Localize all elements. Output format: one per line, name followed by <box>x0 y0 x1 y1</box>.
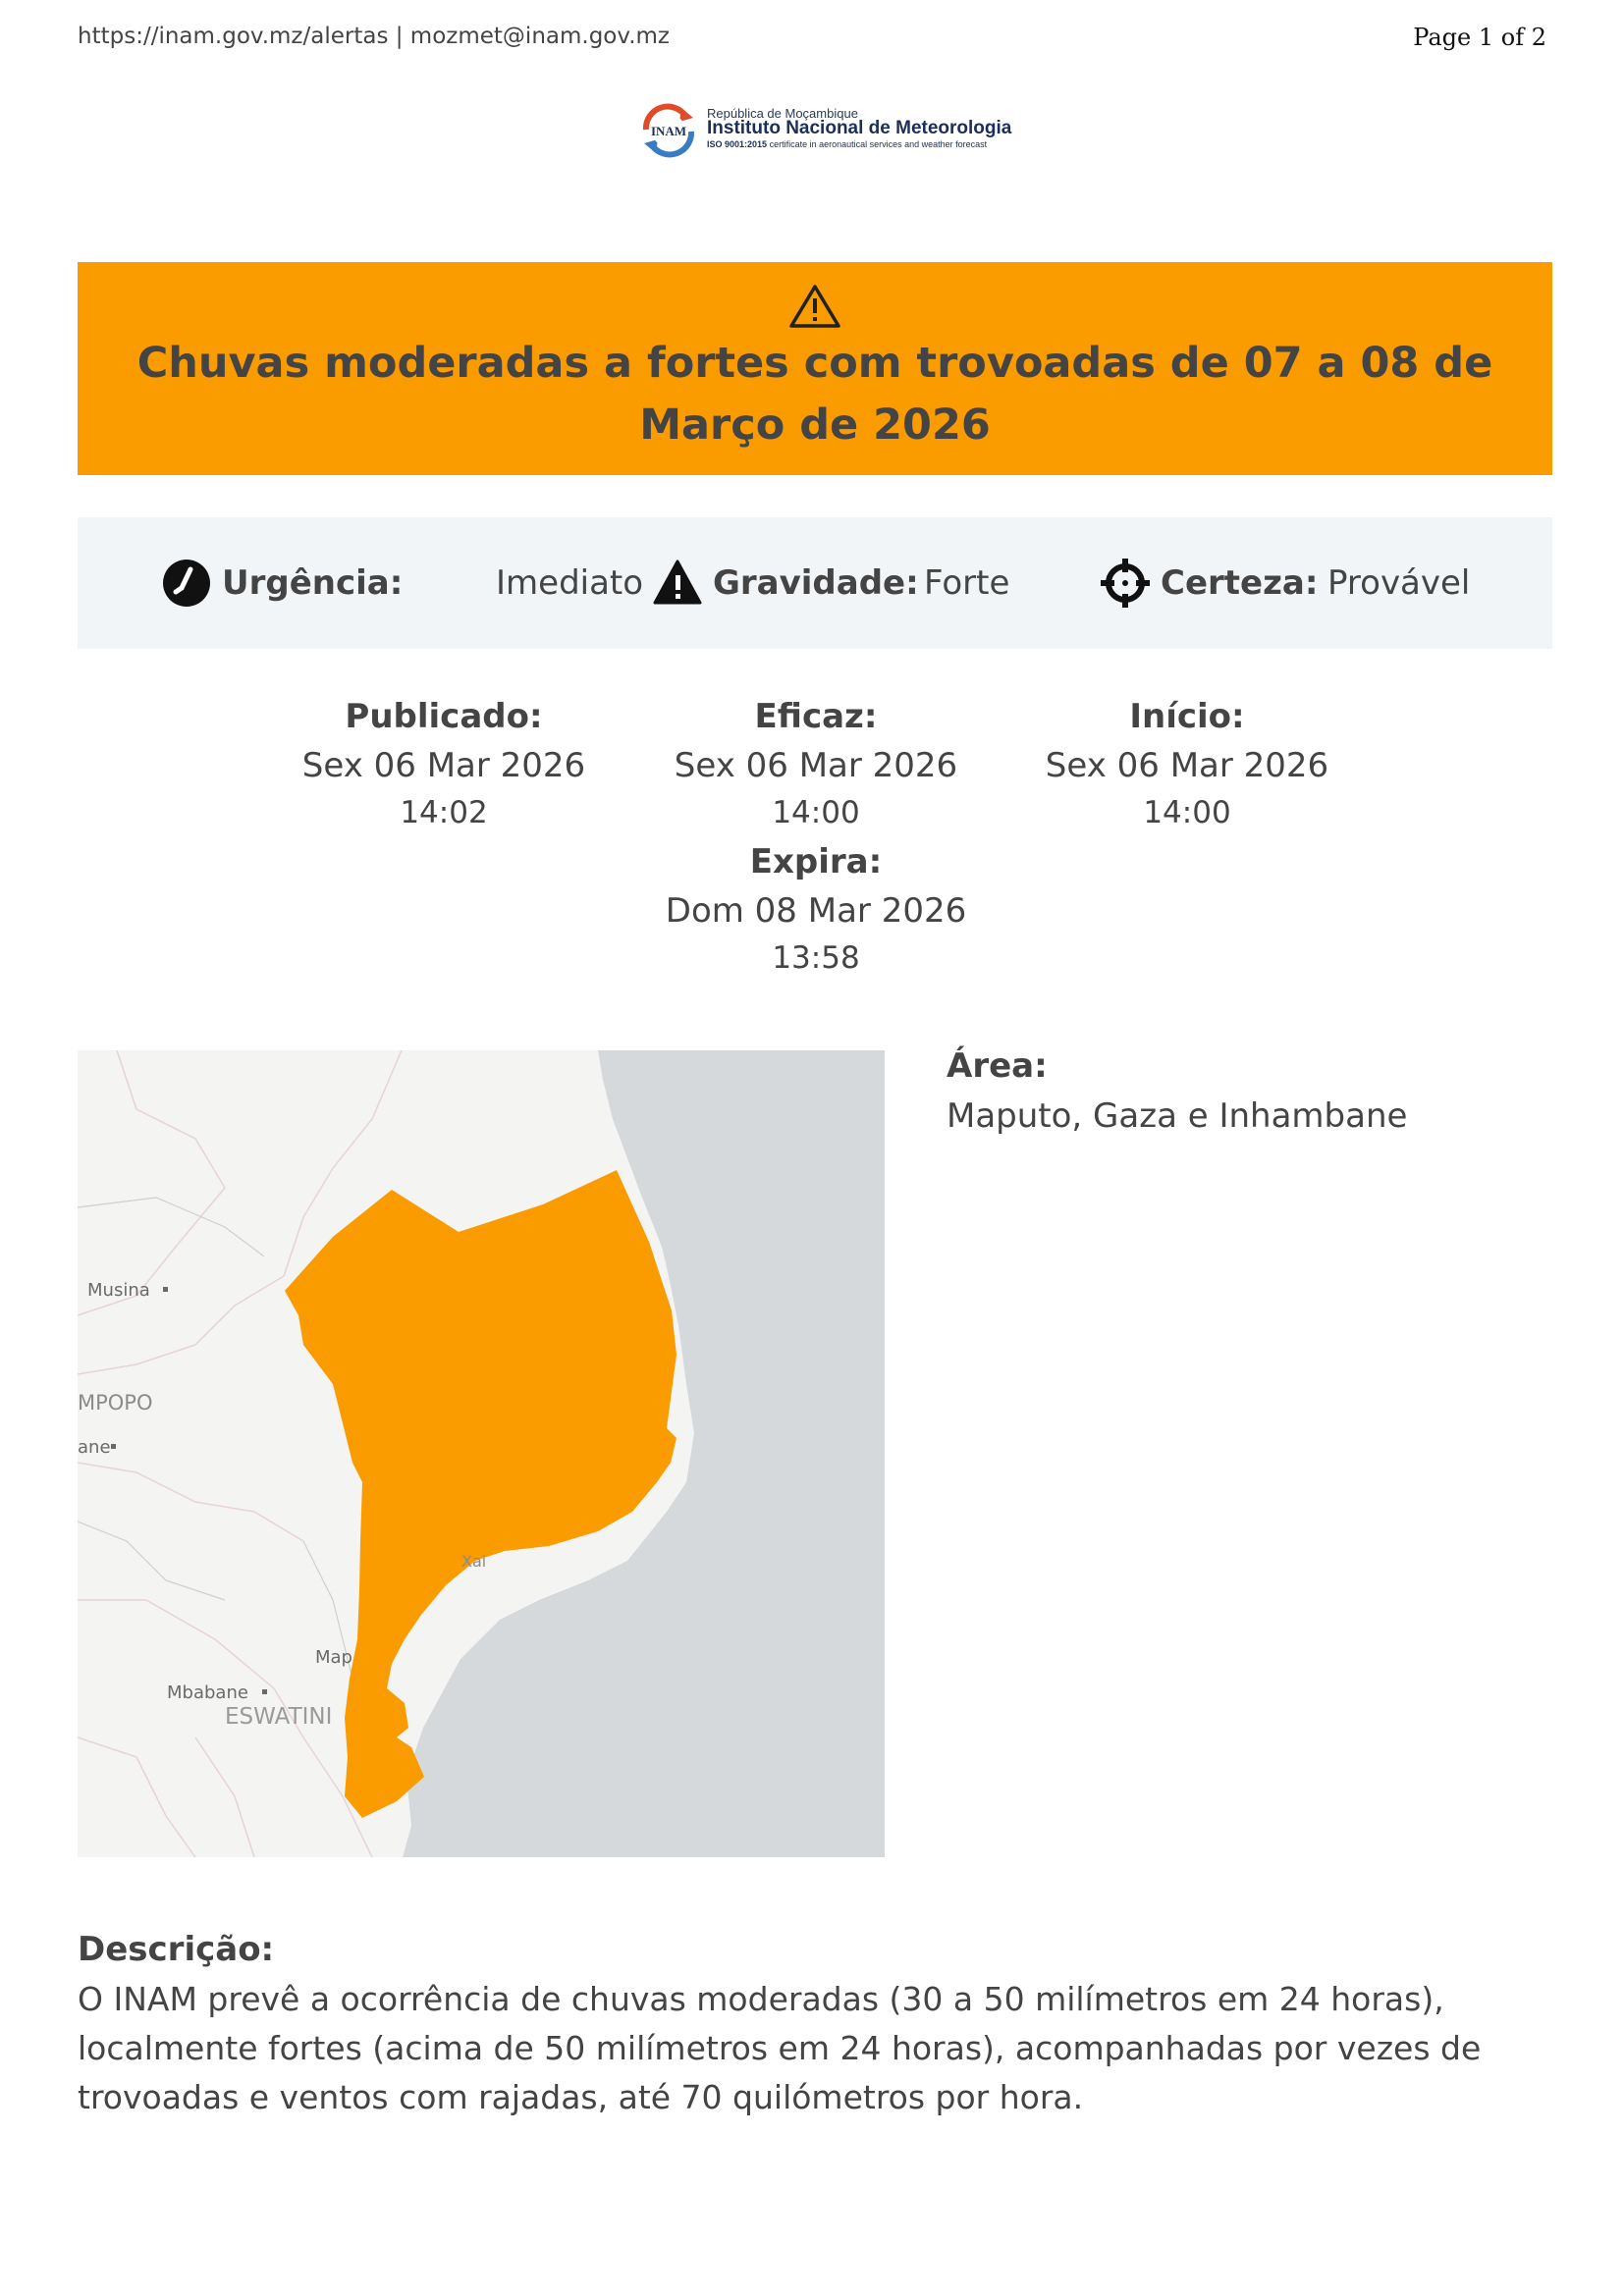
effective-block <box>639 692 993 835</box>
clock-icon <box>162 559 211 608</box>
urgency-value: Imediato <box>496 563 644 603</box>
map-label-mbabane: Mbabane <box>167 1682 248 1703</box>
onset-block <box>1010 692 1364 835</box>
description-label: Descrição: <box>78 1930 275 1969</box>
map-label-limpopo: MPOPO <box>78 1391 153 1415</box>
warning-filled-icon <box>653 559 702 608</box>
expires-time: 13:58 <box>772 940 860 976</box>
urgency-item <box>162 557 644 610</box>
expires-date: Dom 08 Mar 2026 <box>665 891 967 931</box>
expires-block <box>639 837 993 981</box>
effective-label: Eficaz: <box>754 697 878 736</box>
alert-area-map[interactable] <box>78 1050 885 1857</box>
inam-logo <box>636 98 1012 161</box>
expires-label: Expira: <box>749 842 883 881</box>
severity-item <box>653 557 1046 610</box>
logo-certification <box>707 139 987 149</box>
description-text: O INAM prevê a ocorrência de chuvas moderadas (30 a 50 milímetros em 24 horas), localmente fortes (acima de 50 milímetros em 24 horas), acompanhadas por vezes de trovoadas e ventos com rajadas, até 70 quilómetros por hora. <box>78 1980 1482 2116</box>
map-label-musina: Musina <box>87 1280 150 1301</box>
alert-title: Chuvas moderadas a fortes com trovoadas de 07 a 08 de Março de 2026 <box>136 339 1493 450</box>
logo-country: República de Moçambique <box>707 106 858 121</box>
effective-time: 14:00 <box>772 795 860 830</box>
alert-banner <box>78 262 1552 475</box>
page-indicator: Page 1 of 2 <box>1413 24 1546 51</box>
certainty-value: Provável <box>1327 563 1471 603</box>
map-label-partial-town: ane <box>78 1437 111 1458</box>
inam-emblem-icon <box>636 100 701 159</box>
page-header <box>78 24 1546 55</box>
certainty-label: Certeza: <box>1161 563 1319 603</box>
warning-triangle-icon <box>788 284 841 329</box>
area-label: Área: <box>947 1046 1048 1086</box>
published-date: Sex 06 Mar 2026 <box>301 746 586 785</box>
logo-institute-name: Instituto Nacional de Meteorologia <box>707 118 1012 138</box>
severity-label: Gravidade: <box>713 563 919 603</box>
crosshair-icon <box>1101 559 1150 608</box>
area-value: Maputo, Gaza e Inhambane <box>947 1096 1408 1136</box>
map-label-eswatini: ESWATINI <box>225 1704 333 1730</box>
published-block <box>267 692 621 835</box>
onset-time: 14:00 <box>1143 795 1231 830</box>
logo-iso-text: certificate in aeronautical services and weather forecast <box>769 139 988 149</box>
alert-info-bar <box>78 517 1552 649</box>
description-block <box>78 1924 1552 2122</box>
logo-iso: ISO 9001:2015 <box>707 139 768 149</box>
header-url-line: https://inam.gov.mz/alertas | mozmet@inam.gov.mz <box>78 24 670 49</box>
onset-label: Início: <box>1129 697 1245 736</box>
urgency-label: Urgência: <box>222 563 404 603</box>
severity-value: Forte <box>924 563 1010 603</box>
effective-date: Sex 06 Mar 2026 <box>674 746 958 785</box>
map-canvas <box>78 1050 885 1857</box>
area-block <box>947 1041 1407 1141</box>
inam-abbr: INAM <box>650 124 687 138</box>
certainty-item <box>1101 557 1513 610</box>
map-label-xai: Xai <box>461 1552 487 1571</box>
onset-date: Sex 06 Mar 2026 <box>1045 746 1329 785</box>
published-label: Publicado: <box>345 697 543 736</box>
published-time: 14:02 <box>400 795 488 830</box>
map-label-maputo: Map <box>315 1647 352 1668</box>
